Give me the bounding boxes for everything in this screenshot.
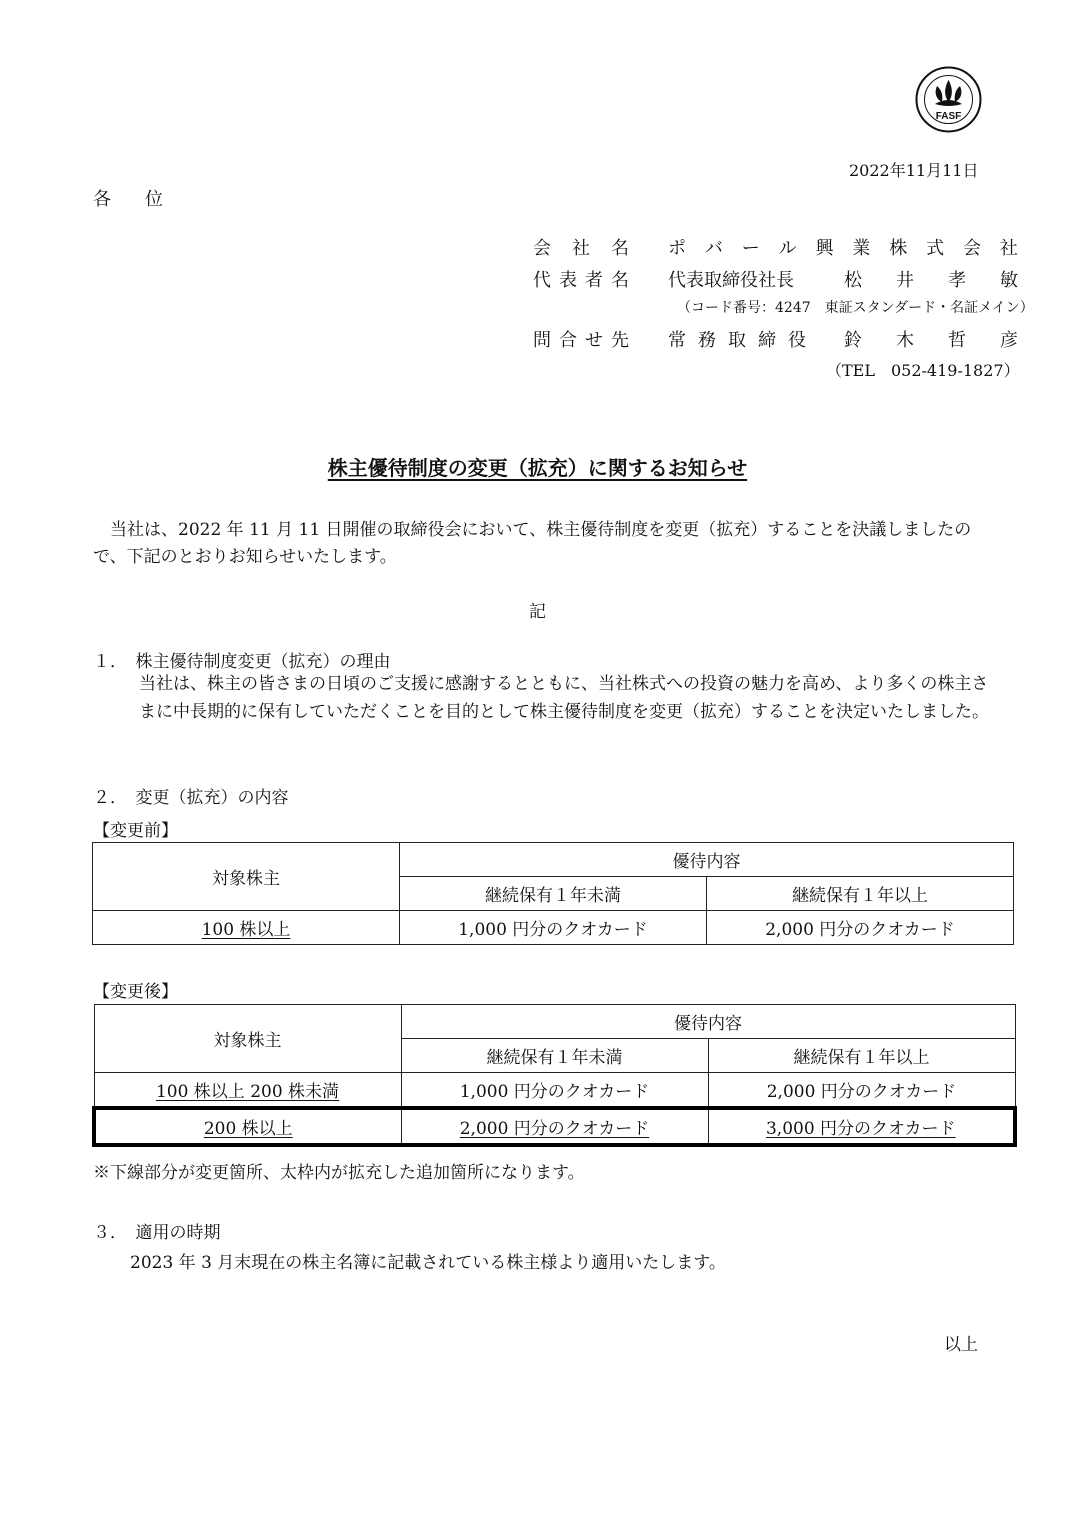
section3-heading: ３． 適用の時期 xyxy=(93,1223,221,1243)
cell-target: 100 株以上 xyxy=(201,920,291,940)
after-label: 【変更後】 xyxy=(93,982,178,1002)
contact-tel: （TEL 052-419-1827） xyxy=(826,361,1020,380)
header-under1: 継続保有１年未満 xyxy=(401,1039,708,1073)
cell-target: 100 株以上 200 株未満 xyxy=(155,1082,340,1102)
company-label: 会 社 名 xyxy=(533,238,629,259)
table-row xyxy=(94,1073,1015,1109)
cell-over1: 3,000 円分のクオカード xyxy=(765,1119,956,1139)
cell-under1: 1,000 円分のクオカード xyxy=(400,911,707,945)
cell-under1: 2,000 円分のクオカード xyxy=(459,1119,650,1139)
fasf-logo xyxy=(915,66,982,133)
cell-target: 200 株以上 xyxy=(203,1119,293,1139)
header-benefit: 優待内容 xyxy=(401,1005,1015,1039)
intro-paragraph: 当社は、2022 年 11 月 11 日開催の取締役会において、株主優待制度を変更（拡充）することを決議しましたので、下記のとおりお知らせいたします。 xyxy=(93,520,972,567)
representative-title: 代表取締役社長 xyxy=(668,270,794,291)
table-note: ※下線部分が変更箇所、太枠内が拡充した追加箇所になります。 xyxy=(93,1163,585,1183)
cell-over1: 2,000 円分のクオカード xyxy=(707,911,1014,945)
representative-label: 代 表 者 名 xyxy=(533,270,629,291)
representative-name: 松 井 孝 敏 xyxy=(844,270,1018,291)
company-name: ポ バ ー ル 興 業 株 式 会 社 xyxy=(668,238,1018,259)
stock-code-info: （コード番号：4247 東証スタンダード・名証メイン） xyxy=(677,300,1034,316)
addressee: 各位 xyxy=(93,189,197,210)
section1-heading: １． 株主優待制度変更（拡充）の理由 xyxy=(93,652,391,672)
table-row xyxy=(93,911,1014,945)
before-label: 【変更前】 xyxy=(93,821,178,841)
issue-date: 2022年11月11日 xyxy=(849,161,979,180)
header-target: 対象株主 xyxy=(93,843,400,911)
closing-mark: 以上 xyxy=(944,1335,978,1355)
contact-name: 鈴 木 哲 彦 xyxy=(844,330,1018,351)
table-row-added xyxy=(94,1108,1015,1145)
after-table xyxy=(92,1004,1017,1147)
section1-body: 当社は、株主の皆さまの日頃のご支援に感謝するとともに、当社株式への投資の魅力を高め、より多くの株主さまに中長期的に保有していただくことを目的として株主優待制度を変更（拡充）することを決定いたしました。 xyxy=(139,674,989,722)
section3-body: 2023 年 3 月末現在の株主名簿に記載されている株主様より適用いたします。 xyxy=(130,1253,726,1273)
header-over1: 継続保有１年以上 xyxy=(708,1039,1015,1073)
header-over1: 継続保有１年以上 xyxy=(707,877,1014,911)
header-benefit: 優待内容 xyxy=(400,843,1014,877)
header-target: 対象株主 xyxy=(94,1005,401,1073)
cell-over1: 2,000 円分のクオカード xyxy=(708,1073,1015,1109)
section2-heading: ２． 変更（拡充）の内容 xyxy=(93,788,289,808)
header-under1: 継続保有１年未満 xyxy=(400,877,707,911)
contact-title: 常 務 取 締 役 xyxy=(668,330,806,351)
cell-under1: 1,000 円分のクオカード xyxy=(401,1073,708,1109)
before-table xyxy=(92,842,1014,945)
logo-mark: FASF xyxy=(935,111,962,122)
contact-label: 問 合 せ 先 xyxy=(533,330,629,351)
ki-marker: 記 xyxy=(529,602,546,622)
document-title: 株主優待制度の変更（拡充）に関するお知らせ xyxy=(327,456,748,480)
